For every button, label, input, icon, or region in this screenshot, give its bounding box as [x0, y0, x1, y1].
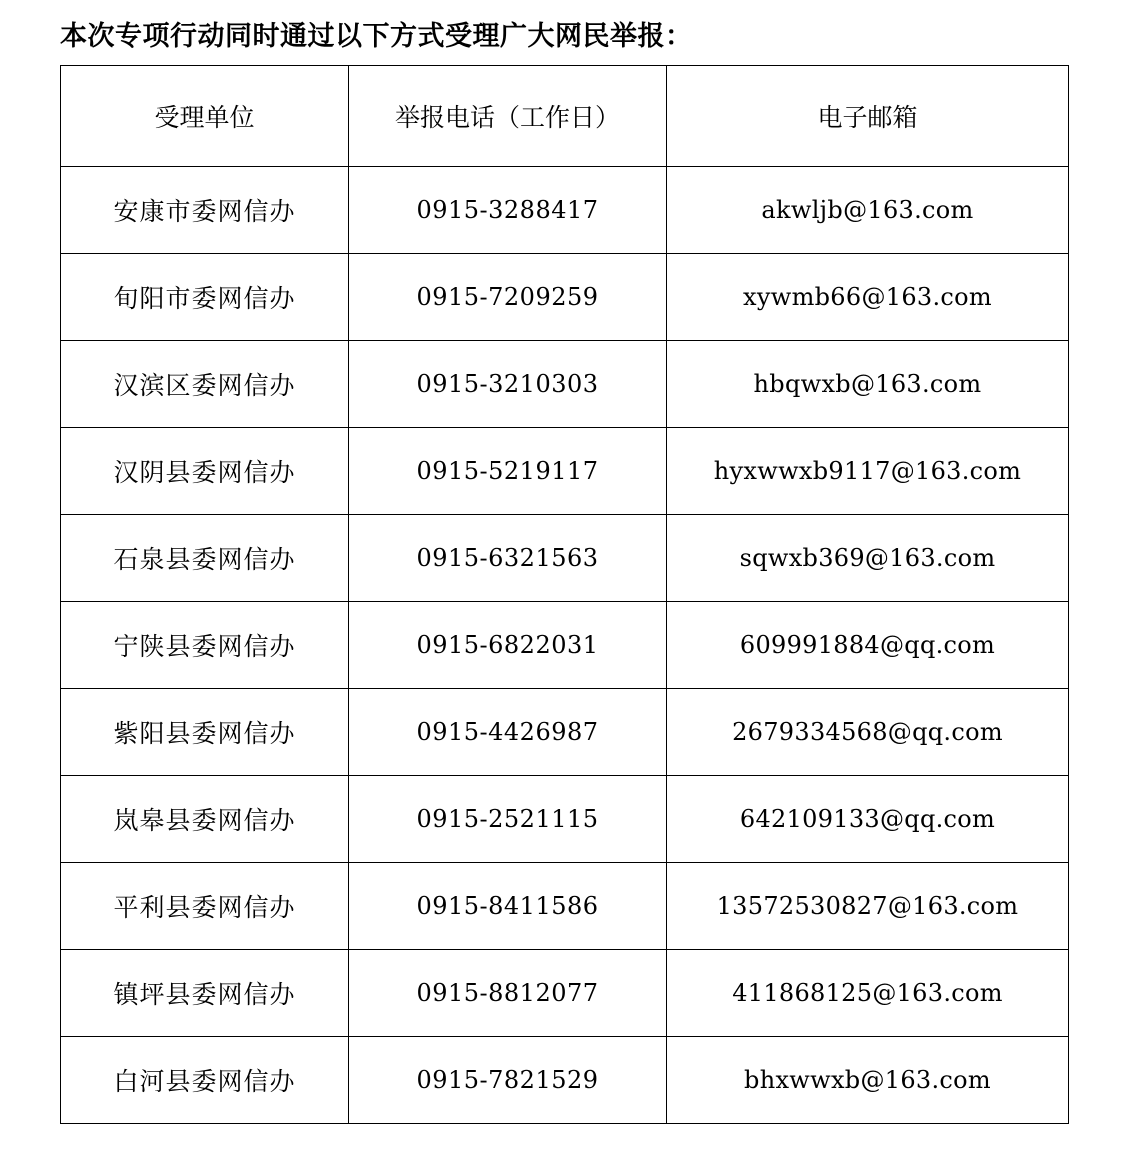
cell-unit: 镇坪县委网信办 — [61, 950, 349, 1037]
cell-phone: 0915-7209259 — [349, 254, 667, 341]
cell-phone: 0915-4426987 — [349, 689, 667, 776]
cell-unit: 旬阳市委网信办 — [61, 254, 349, 341]
cell-email: sqwxb369@163.com — [667, 515, 1069, 602]
table-row — [61, 1037, 1069, 1124]
table-row — [61, 776, 1069, 863]
cell-email: 411868125@163.com — [667, 950, 1069, 1037]
cell-email: hbqwxb@163.com — [667, 341, 1069, 428]
cell-email: 13572530827@163.com — [667, 863, 1069, 950]
page-title: 本次专项行动同时通过以下方式受理广大网民举报： — [60, 21, 693, 52]
table-row — [61, 254, 1069, 341]
column-header-phone: 举报电话（工作日） — [349, 66, 667, 167]
table-row — [61, 515, 1069, 602]
cell-phone: 0915-8411586 — [349, 863, 667, 950]
cell-unit: 紫阳县委网信办 — [61, 689, 349, 776]
cell-email: bhxwwxb@163.com — [667, 1037, 1069, 1124]
table-row — [61, 950, 1069, 1037]
cell-unit: 汉滨区委网信办 — [61, 341, 349, 428]
table-row — [61, 602, 1069, 689]
cell-phone: 0915-8812077 — [349, 950, 667, 1037]
cell-email: xywmb66@163.com — [667, 254, 1069, 341]
table-row — [61, 689, 1069, 776]
column-header-email: 电子邮箱 — [667, 66, 1069, 167]
column-header-unit: 受理单位 — [61, 66, 349, 167]
table-row — [61, 167, 1069, 254]
cell-email: 642109133@qq.com — [667, 776, 1069, 863]
table-body — [61, 167, 1069, 1124]
cell-email: hyxwwxb9117@163.com — [667, 428, 1069, 515]
cell-phone: 0915-3210303 — [349, 341, 667, 428]
cell-phone: 0915-6321563 — [349, 515, 667, 602]
table-header-row — [61, 66, 1069, 167]
cell-unit: 白河县委网信办 — [61, 1037, 349, 1124]
cell-unit: 石泉县委网信办 — [61, 515, 349, 602]
cell-phone: 0915-3288417 — [349, 167, 667, 254]
cell-phone: 0915-6822031 — [349, 602, 667, 689]
cell-unit: 平利县委网信办 — [61, 863, 349, 950]
cell-phone: 0915-2521115 — [349, 776, 667, 863]
cell-email: 2679334568@qq.com — [667, 689, 1069, 776]
table-row — [61, 863, 1069, 950]
cell-email: akwljb@163.com — [667, 167, 1069, 254]
table-header — [61, 66, 1069, 167]
cell-unit: 岚皋县委网信办 — [61, 776, 349, 863]
report-contacts-table — [60, 65, 1069, 1124]
cell-email: 609991884@qq.com — [667, 602, 1069, 689]
cell-phone: 0915-5219117 — [349, 428, 667, 515]
table-row — [61, 341, 1069, 428]
cell-unit: 宁陕县委网信办 — [61, 602, 349, 689]
cell-unit: 安康市委网信办 — [61, 167, 349, 254]
cell-unit: 汉阴县委网信办 — [61, 428, 349, 515]
table-row — [61, 428, 1069, 515]
cell-phone: 0915-7821529 — [349, 1037, 667, 1124]
